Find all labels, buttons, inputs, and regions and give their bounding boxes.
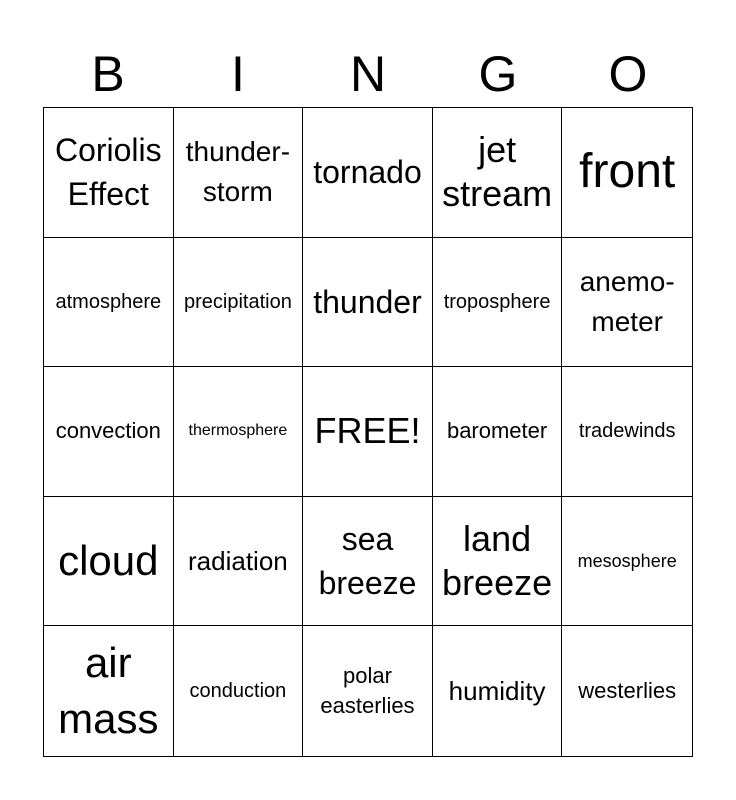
cell-text: atmosphere bbox=[55, 290, 162, 313]
bingo-cell[interactable] bbox=[44, 626, 174, 756]
bingo-cell[interactable] bbox=[303, 367, 433, 497]
cell-text: conduction bbox=[189, 680, 287, 703]
bingo-cell[interactable] bbox=[303, 238, 433, 368]
bingo-cell[interactable] bbox=[44, 497, 174, 627]
cell-text: radiation bbox=[188, 546, 288, 577]
bingo-cell[interactable] bbox=[174, 238, 304, 368]
cell-text: FREE! bbox=[314, 410, 421, 452]
header-letter-g: G bbox=[478, 46, 518, 102]
header-letter-o: O bbox=[608, 46, 648, 102]
cell-text: tradewinds bbox=[578, 420, 676, 443]
cell-text: Coriolis Effect bbox=[54, 132, 162, 213]
bingo-cell[interactable] bbox=[174, 626, 304, 756]
bingo-cell[interactable] bbox=[433, 367, 563, 497]
cell-text: humidity bbox=[448, 676, 546, 707]
cell-text: jet stream bbox=[442, 129, 553, 215]
bingo-cell[interactable] bbox=[174, 108, 304, 238]
cell-text: cloud bbox=[58, 537, 159, 585]
cell-text: precipitation bbox=[183, 290, 292, 313]
bingo-cell[interactable] bbox=[44, 238, 174, 368]
cell-text: convection bbox=[55, 418, 161, 444]
bingo-cell[interactable] bbox=[562, 497, 692, 627]
cell-text: tornado bbox=[313, 154, 422, 191]
cell-text: thermosphere bbox=[188, 422, 288, 440]
cell-text: sea breeze bbox=[318, 521, 417, 602]
cell-text: air mass bbox=[58, 639, 159, 743]
header-letter-b: B bbox=[91, 46, 125, 102]
bingo-cell[interactable] bbox=[433, 497, 563, 627]
bingo-cell[interactable] bbox=[303, 108, 433, 238]
cell-text: barometer bbox=[446, 418, 548, 444]
bingo-board bbox=[43, 107, 693, 757]
bingo-cell[interactable] bbox=[433, 108, 563, 238]
cell-text: westerlies bbox=[578, 678, 677, 704]
cell-text: thunder bbox=[313, 283, 422, 320]
bingo-cell[interactable] bbox=[174, 367, 304, 497]
cell-text: front bbox=[579, 145, 676, 199]
bingo-cell[interactable] bbox=[562, 108, 692, 238]
cell-text: land breeze bbox=[442, 518, 553, 604]
bingo-header bbox=[43, 42, 693, 106]
cell-text: thunder- storm bbox=[185, 136, 291, 208]
bingo-cell[interactable] bbox=[174, 497, 304, 627]
bingo-cell[interactable] bbox=[44, 108, 174, 238]
cell-text: polar easterlies bbox=[320, 663, 415, 719]
header-letter-n: N bbox=[349, 46, 387, 102]
bingo-cell[interactable] bbox=[433, 238, 563, 368]
bingo-cell[interactable] bbox=[433, 626, 563, 756]
cell-text: troposphere bbox=[443, 290, 551, 313]
bingo-cell[interactable] bbox=[303, 497, 433, 627]
cell-text: anemo- meter bbox=[579, 265, 675, 337]
bingo-cell[interactable] bbox=[44, 367, 174, 497]
header-letter-i: I bbox=[231, 46, 245, 102]
bingo-cell[interactable] bbox=[562, 367, 692, 497]
bingo-cell[interactable] bbox=[562, 626, 692, 756]
cell-text: mesosphere bbox=[577, 551, 677, 572]
bingo-cell[interactable] bbox=[303, 626, 433, 756]
bingo-cell[interactable] bbox=[562, 238, 692, 368]
